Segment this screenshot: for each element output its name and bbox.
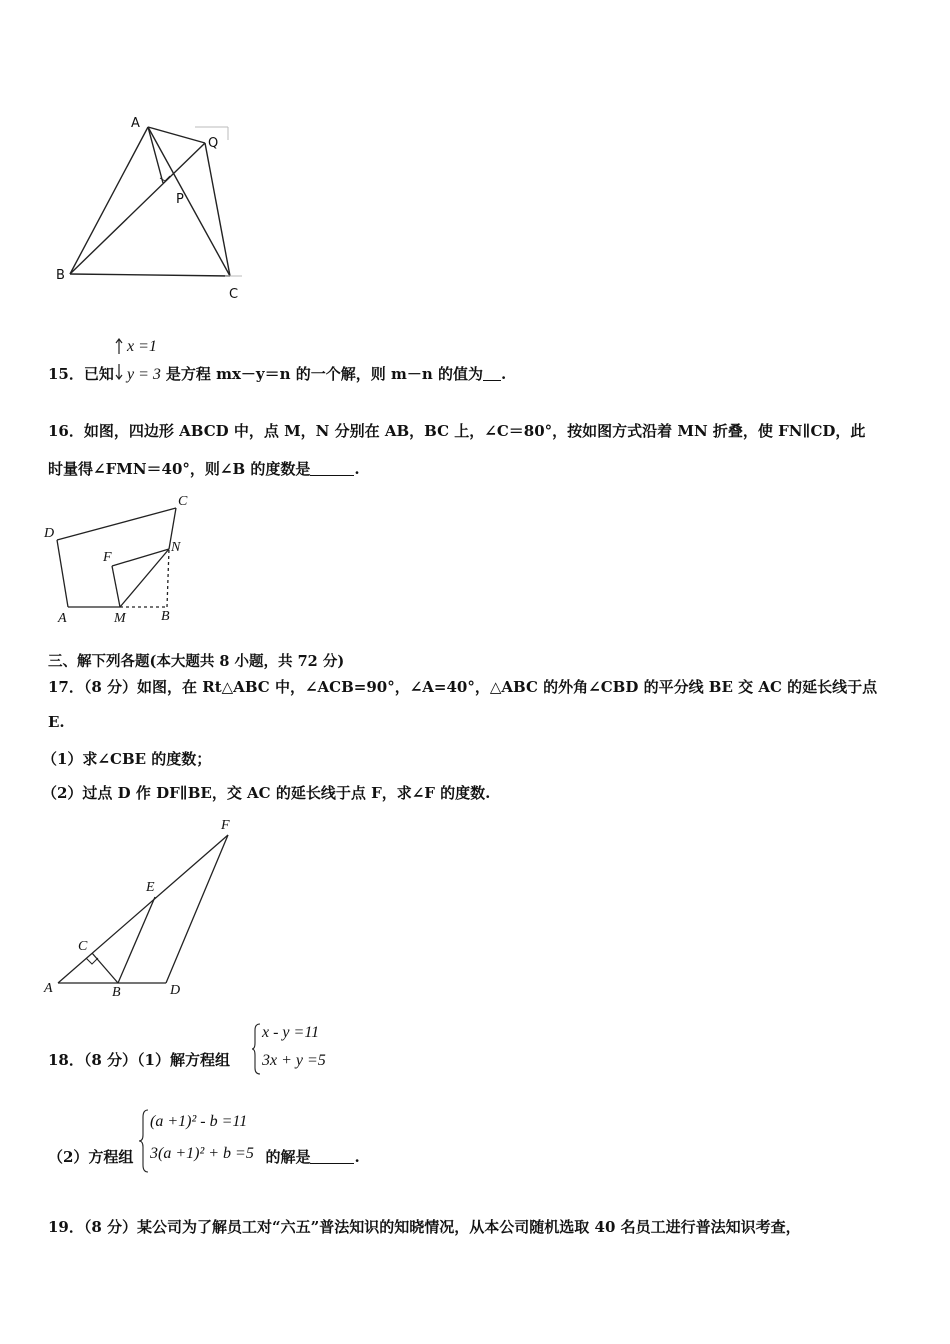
q18-system-1-eq-1: x - y =11 xyxy=(262,1024,320,1041)
q18-part-2-label: （2）方程组 xyxy=(48,1148,134,1166)
question-19-line-1: 19．（8 分）某公司为了解员工对“六五”普法知识的知晓情况，从本公司随机选取 40 名员工进行普法知识考查， xyxy=(48,1218,801,1236)
q16-line-2-text: 时量得∠FMN＝40°，则∠B 的度数是 xyxy=(48,460,311,478)
q18-end: . xyxy=(354,1148,360,1166)
label-q: Q xyxy=(208,136,219,151)
label-a: A xyxy=(131,116,140,131)
q15-number: 15． xyxy=(48,365,84,383)
label-d17: D xyxy=(170,983,181,998)
label-f16: F xyxy=(103,550,112,565)
label-d16: D xyxy=(44,526,55,541)
label-p: P xyxy=(176,192,184,207)
q18-answer-blank xyxy=(310,1148,354,1164)
label-c17: C xyxy=(78,939,88,954)
section-3-title: 三、解下列各题(本大题共 8 小题，共 72 分) xyxy=(48,653,345,670)
q18-part-2-suffix: 的解是 xyxy=(265,1148,311,1166)
q15-suffix: 是方程 mx－y＝n 的一个解，则 m－n 的值为 xyxy=(165,365,483,383)
q18-system-1-eq-2: 3x + y =5 xyxy=(262,1052,326,1069)
label-n16: N xyxy=(171,540,181,555)
q18-system-2-eq-1: (a +1)² - b =11 xyxy=(150,1113,248,1130)
label-b: B xyxy=(56,268,65,283)
q15-equation-2: y = 3 xyxy=(127,366,161,383)
label-c16: C xyxy=(178,494,188,509)
question-17-part-2: （2）过点 D 作 DF∥BE，交 AC 的延长线于点 F，求∠F 的度数. xyxy=(42,784,491,802)
label-a17: A xyxy=(44,981,53,996)
q15-prefix: 已知 xyxy=(83,365,114,383)
label-b16: B xyxy=(161,609,170,624)
question-18-part-1: 18．（8 分）（1）解方程组 xyxy=(48,1051,230,1069)
label-m16: M xyxy=(114,611,126,626)
label-a16: A xyxy=(58,611,67,626)
label-c: C xyxy=(229,287,239,302)
label-b17: B xyxy=(112,985,121,1000)
q18-system-2-eq-2: 3(a +1)² + b =5 xyxy=(150,1145,254,1162)
label-f17: F xyxy=(221,818,230,833)
question-16-line-1: 16．如图，四边形 ABCD 中，点 M，N 分别在 AB，BC 上，∠C＝80°，按如图方式沿着 MN 折叠，使 FN∥CD，此 xyxy=(48,422,866,440)
question-17-line-2: E. xyxy=(48,713,65,731)
label-e17: E xyxy=(146,880,155,895)
q15-end: . xyxy=(501,365,507,383)
q18-system-1-brace xyxy=(252,1022,262,1076)
question-17-line-1: 17．（8 分）如图，在 Rt△ABC 中，∠ACB=90°，∠A=40°，△ABC 的外角∠CBD 的平分线 BE 交 AC 的延长线于点 xyxy=(48,678,878,696)
q15-equation-1: x =1 xyxy=(127,338,157,355)
question-17-part-1: （1）求∠CBE 的度数； xyxy=(42,750,212,768)
q16-end: . xyxy=(354,460,360,478)
